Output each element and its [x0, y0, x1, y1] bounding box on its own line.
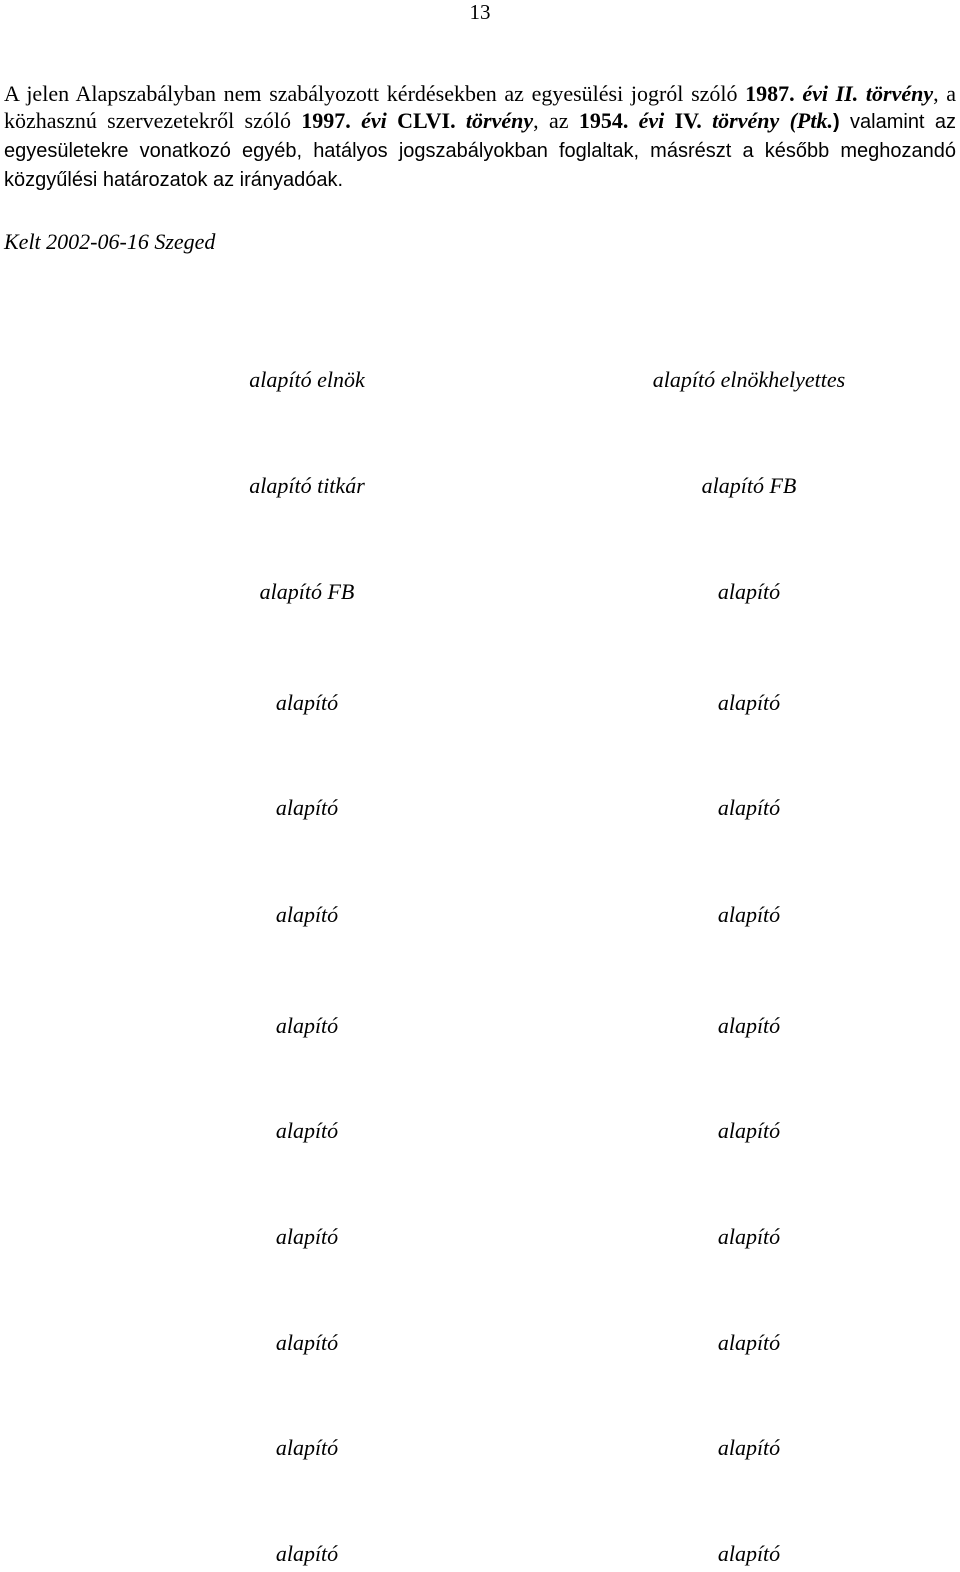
- signature-label: alapító titkár: [249, 473, 365, 498]
- signature-label: alapító: [717, 1541, 781, 1566]
- paragraph-text: IV.: [664, 108, 713, 133]
- signature-label: alapító: [275, 1435, 339, 1460]
- signature-label: alapító elnök: [249, 367, 365, 392]
- signature-label: alapító: [275, 795, 339, 820]
- signature-label: alapító: [275, 1013, 339, 1038]
- paragraph-text: 1954.: [578, 108, 639, 133]
- signature-label: alapító: [275, 690, 339, 715]
- signature-label: alapító: [717, 795, 781, 820]
- signature-label: alapító elnökhelyettes: [652, 367, 846, 392]
- signature-label: alapító: [275, 902, 339, 927]
- paragraph-text: ): [832, 111, 840, 133]
- paragraph-text: valamint az egyesületekre vonatkozó egyéb, hatályos jogszabályokban foglaltak, másrészt a később meghozandó közgyűlési határozatok az irányadóak.: [4, 111, 956, 191]
- signature-label: alapító: [717, 902, 781, 927]
- paragraph-text: CLVI.: [386, 108, 466, 133]
- page-number: 13: [469, 0, 491, 24]
- paragraph-text: , a közhasznú szervezetekről szóló: [4, 81, 957, 133]
- signature-label: alapító: [275, 1224, 339, 1249]
- signature-label: alapító: [717, 1330, 781, 1355]
- closing-paragraph: [4, 80, 956, 194]
- signature-label: alapító: [717, 1118, 781, 1143]
- signature-label: alapító: [275, 1330, 339, 1355]
- date-place-line: Kelt 2002-06-16 Szeged: [4, 229, 216, 254]
- paragraph-text: 1997.: [301, 108, 362, 133]
- signature-label: alapító FB: [259, 579, 355, 604]
- signature-label: alapító: [717, 1224, 781, 1249]
- paragraph-text: évi: [638, 108, 665, 133]
- paragraph-text: évi: [361, 108, 387, 133]
- signature-label: alapító: [717, 579, 781, 604]
- signature-label: alapító: [717, 690, 781, 715]
- paragraph-text: 1987.: [745, 81, 803, 106]
- paragraph-text: évi II. törvény: [802, 81, 934, 106]
- signature-label: alapító FB: [701, 473, 797, 498]
- paragraph-text: , az: [533, 108, 579, 133]
- signature-label: alapító: [275, 1541, 339, 1566]
- signature-label: alapító: [275, 1118, 339, 1143]
- paragraph-text: törvény (Ptk.: [712, 108, 833, 133]
- paragraph-text: A jelen Alapszabályban nem szabályozott kérdésekben az egyesülési jogról szóló: [4, 81, 746, 106]
- paragraph-text: törvény: [465, 108, 534, 133]
- signature-label: alapító: [717, 1435, 781, 1460]
- signature-label: alapító: [717, 1013, 781, 1038]
